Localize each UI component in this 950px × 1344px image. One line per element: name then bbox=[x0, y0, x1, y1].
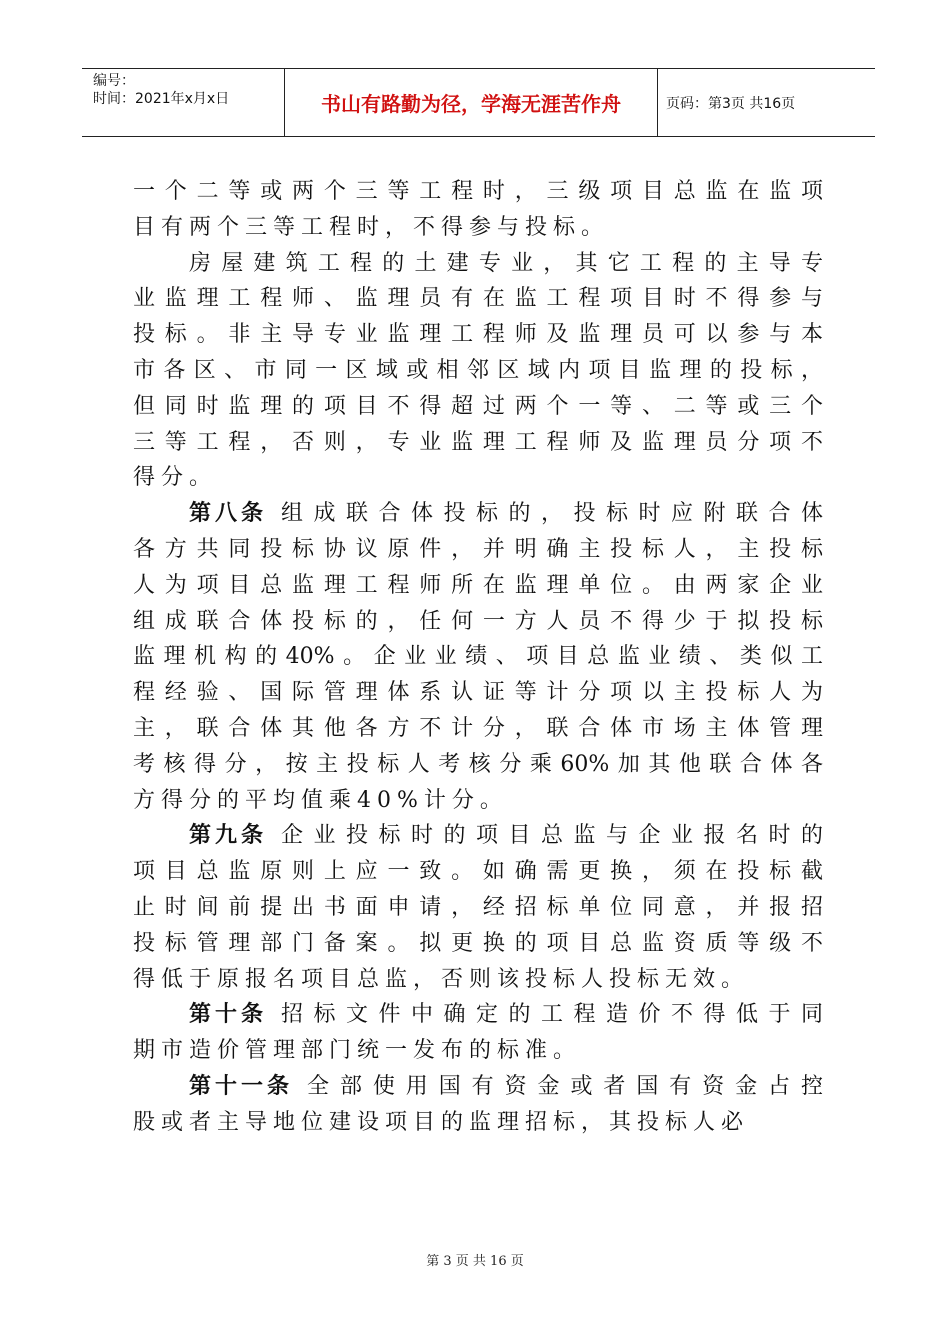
body-line bbox=[133, 496, 823, 532]
body-line-text: 组成联合体投标的，任何一方人员不得少于拟投标 bbox=[133, 608, 823, 634]
body-line bbox=[133, 1105, 823, 1141]
body-line-text: 房屋建筑工程的土建专业，其它工程的主导专 bbox=[189, 250, 823, 276]
body-line-text: 期市造价管理部门统一发布的标准。 bbox=[133, 1038, 582, 1064]
body-line bbox=[133, 783, 823, 819]
body-line-text: 程经验、国际管理体系认证等计分项以主投标人为 bbox=[133, 680, 823, 706]
body-line bbox=[133, 389, 823, 425]
body-line-text: 企业投标时的项目总监与企业报名时的 bbox=[281, 823, 823, 849]
body-line-text: 考核得分，按主投标人考核分乘60%加其他联合体各 bbox=[133, 751, 823, 777]
body-line-text: 但同时监理的项目不得超过两个一等、二等或三个 bbox=[133, 393, 823, 419]
body-line bbox=[133, 317, 823, 353]
body-line bbox=[133, 818, 823, 854]
body-line-text: 市各区、市同一区域或相邻区域内项目监理的投标， bbox=[133, 357, 823, 383]
body-line-text: 投标。非主导专业监理工程师及监理员可以参与本 bbox=[133, 322, 823, 348]
body-line bbox=[133, 1069, 823, 1105]
document-time-label: 时间：2021年x月x日 bbox=[93, 91, 230, 107]
body-line-text: 得分。 bbox=[133, 465, 218, 491]
body-line bbox=[133, 460, 823, 496]
body-line-text: 投标管理部门备案。拟更换的项目总监资质等级不 bbox=[133, 930, 823, 956]
body-line bbox=[133, 962, 823, 998]
body-line bbox=[133, 353, 823, 389]
body-line bbox=[133, 568, 823, 604]
body-line bbox=[133, 890, 823, 926]
body-line bbox=[133, 926, 823, 962]
header-motto: 书山有路勤为径，学海无涯苦作舟 bbox=[285, 69, 658, 136]
body-line-text: 方得分的平均值乘40%计分。 bbox=[133, 787, 508, 813]
body-line-text: 目有两个三等工程时，不得参与投标。 bbox=[133, 214, 610, 240]
body-line bbox=[133, 604, 823, 640]
header-meta bbox=[82, 69, 285, 136]
body-line-text: 各方共同投标协议原件，并明确主投标人，主投标 bbox=[133, 536, 823, 562]
document-body bbox=[133, 174, 823, 1141]
body-line-text: 监理机构的40%。企业业绩、项目总监业绩、类似工 bbox=[133, 644, 823, 670]
body-line-text: 股或者主导地位建设项目的监理招标，其投标人必 bbox=[133, 1109, 750, 1135]
body-line-text: 组成联合体投标的，投标时应附联合体 bbox=[281, 501, 823, 527]
body-line bbox=[133, 281, 823, 317]
body-line-text: 得低于原报名项目总监，否则该投标人投标无效。 bbox=[133, 966, 750, 992]
body-line bbox=[133, 854, 823, 890]
article-heading: 第十一条 bbox=[189, 1072, 294, 1099]
body-line-text: 项目总监原则上应一致。如确需更换，须在投标截 bbox=[133, 859, 823, 885]
body-line-text: 一个二等或两个三等工程时，三级项目总监在监项 bbox=[133, 179, 823, 204]
body-line bbox=[133, 210, 823, 246]
article-heading: 第八条 bbox=[189, 500, 268, 527]
body-line bbox=[133, 174, 823, 210]
body-line bbox=[133, 639, 823, 675]
body-line-text: 全部使用国有资金或者国有资金占控 bbox=[307, 1073, 823, 1099]
body-line-text: 三等工程，否则，专业监理工程师及监理员分项不 bbox=[133, 429, 823, 455]
body-line bbox=[133, 1033, 823, 1069]
body-line bbox=[133, 246, 823, 282]
article-heading: 第九条 bbox=[189, 822, 268, 849]
body-line-text: 止时间前提出书面申请，经招标单位同意，并报招 bbox=[133, 894, 823, 920]
body-line bbox=[133, 747, 823, 783]
body-line-text: 人为项目总监理工程师所在监理单位。由两家企业 bbox=[133, 572, 823, 598]
body-line bbox=[133, 675, 823, 711]
body-line bbox=[133, 425, 823, 461]
article-heading: 第十条 bbox=[189, 1001, 268, 1028]
document-number-label: 编号： bbox=[93, 73, 135, 89]
body-line bbox=[133, 997, 823, 1033]
body-line-text: 主，联合体其他各方不计分，联合体市场主体管理 bbox=[133, 715, 823, 741]
page-footer: 第 3 页 共 16 页 bbox=[426, 1254, 524, 1269]
page-header bbox=[82, 68, 875, 137]
body-line bbox=[133, 532, 823, 568]
body-line bbox=[133, 711, 823, 747]
body-line-text: 招标文件中确定的工程造价不得低于同 bbox=[281, 1002, 823, 1028]
header-page-number: 页码：第3页 共16页 bbox=[666, 95, 796, 112]
body-line-text: 业监理工程师、监理员有在监工程项目时不得参与 bbox=[133, 286, 823, 312]
